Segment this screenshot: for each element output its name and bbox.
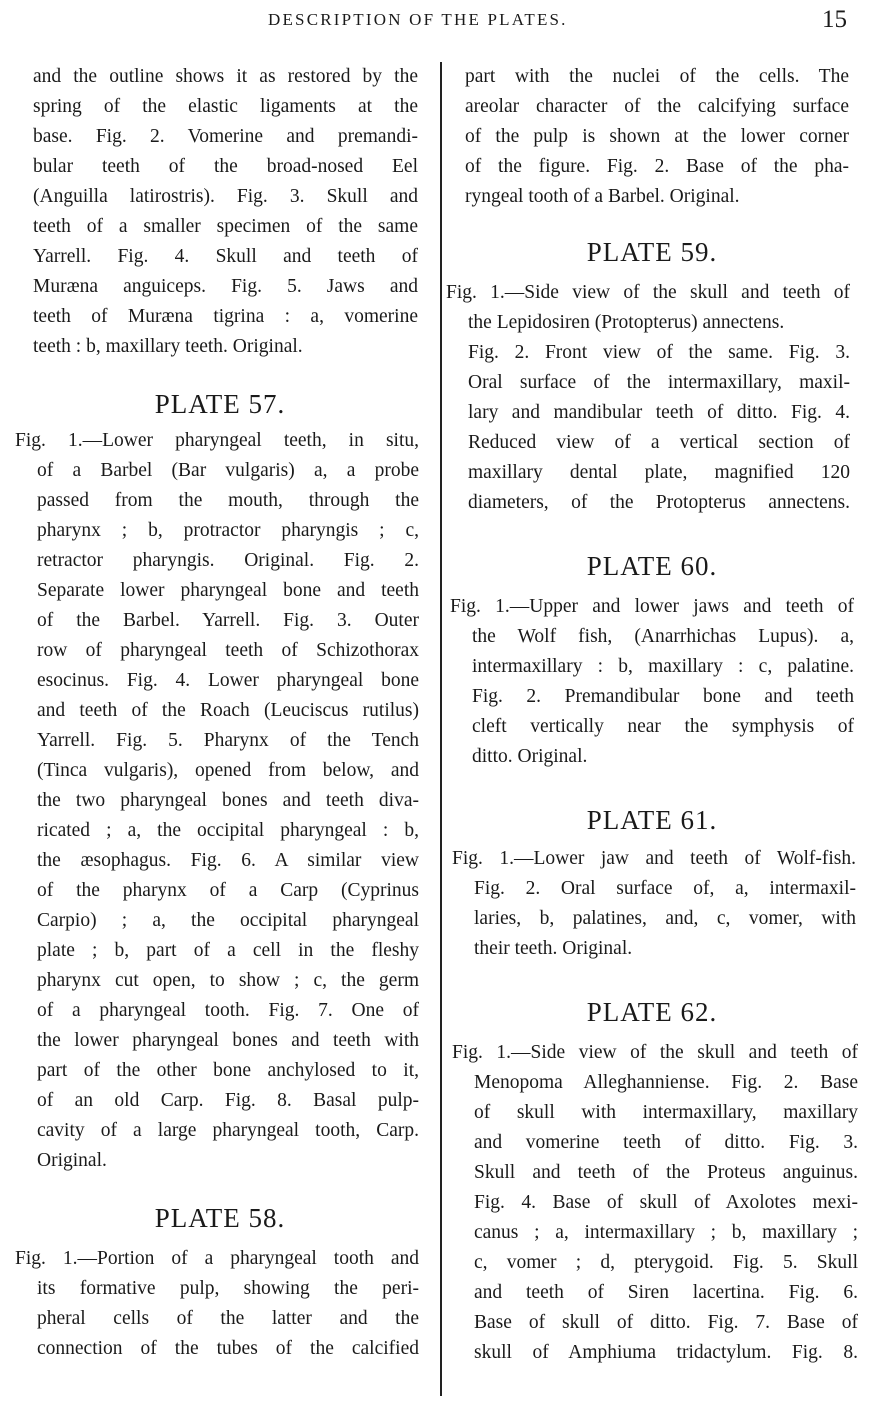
text-line: base. Fig. 2. Vomerine and premandi- bbox=[33, 126, 418, 147]
text-line: part of the other bone anchylosed to it, bbox=[37, 1060, 419, 1081]
text-line: areolar character of the calcifying surface bbox=[465, 96, 849, 117]
text-line: Yarrell. Fig. 4. Skull and teeth of bbox=[33, 246, 418, 267]
text-line: the two pharyngeal bones and teeth diva- bbox=[37, 790, 419, 811]
text-line: and the outline shows it as restored by the bbox=[33, 66, 418, 87]
text-line: Oral surface of the intermaxillary, maxil- bbox=[468, 372, 850, 393]
text-line: teeth of Muræna tigrina : a, vomerine bbox=[33, 306, 418, 327]
text-line: laries, b, palatines, and, c, vomer, with bbox=[474, 908, 856, 929]
text-line: c, vomer ; d, pterygoid. Fig. 5. Skull bbox=[474, 1252, 858, 1273]
text-line: and teeth of Siren lacertina. Fig. 6. bbox=[474, 1282, 858, 1303]
text-line: intermaxillary : b, maxillary : c, palatine. bbox=[472, 656, 854, 677]
running-head bbox=[0, 6, 876, 34]
plate-59-heading: PLATE 59. bbox=[586, 237, 718, 267]
text-line: of a pharyngeal tooth. Fig. 7. One of bbox=[37, 1000, 419, 1021]
text-line: skull of Amphiuma tridactylum. Fig. 8. bbox=[474, 1342, 858, 1363]
text-line: Carpio) ; a, the occipital pharyngeal bbox=[37, 910, 419, 931]
page-number: 15 bbox=[822, 6, 847, 33]
text-line: row of pharyngeal teeth of Schizothorax bbox=[37, 640, 419, 661]
text-line: the lower pharyngeal bones and teeth with bbox=[37, 1030, 419, 1051]
text-line: (Anguilla latirostris). Fig. 3. Skull and bbox=[33, 186, 418, 207]
plate-57-heading: PLATE 57. bbox=[154, 389, 286, 419]
text-line: diameters, of the Protopterus annectens. bbox=[468, 492, 850, 513]
text-line: esocinus. Fig. 4. Lower pharyngeal bone bbox=[37, 670, 419, 691]
text-line: of a Barbel (Bar vulgaris) a, a probe bbox=[37, 460, 419, 481]
text-line: of an old Carp. Fig. 8. Basal pulp- bbox=[37, 1090, 419, 1111]
text-line: Reduced view of a vertical section of bbox=[468, 432, 850, 453]
text-line: bular teeth of the broad-nosed Eel bbox=[33, 156, 418, 177]
text-line: Separate lower pharyngeal bone and teeth bbox=[37, 580, 419, 601]
text-line: Fig. 1.—Upper and lower jaws and teeth of bbox=[450, 596, 854, 617]
text-line: spring of the elastic ligaments at the bbox=[33, 96, 418, 117]
text-line: pharynx cut open, to show ; c, the germ bbox=[37, 970, 419, 991]
text-line: and vomerine teeth of ditto. Fig. 3. bbox=[474, 1132, 858, 1153]
text-line: Muræna anguiceps. Fig. 5. Jaws and bbox=[33, 276, 418, 297]
text-line: canus ; a, intermaxillary ; b, maxillary ; bbox=[474, 1222, 858, 1243]
text-line: pharynx ; b, protractor pharyngis ; c, bbox=[37, 520, 419, 541]
text-line: the Lepidosiren (Protopterus) annectens. bbox=[468, 312, 785, 333]
text-line: of the pharynx of a Carp (Cyprinus bbox=[37, 880, 419, 901]
text-line: passed from the mouth, through the bbox=[37, 490, 419, 511]
text-line: the Wolf fish, (Anarrhichas Lupus). a, bbox=[472, 626, 854, 647]
text-line: maxillary dental plate, magnified 120 bbox=[468, 462, 850, 483]
text-line: teeth of a smaller specimen of the same bbox=[33, 216, 418, 237]
text-line: cavity of a large pharyngeal tooth, Carp. bbox=[37, 1120, 419, 1141]
text-line: pheral cells of the latter and the bbox=[37, 1308, 419, 1329]
text-line: retractor pharyngis. Original. Fig. 2. bbox=[37, 550, 419, 571]
text-line: of the figure. Fig. 2. Base of the pha- bbox=[465, 156, 849, 177]
text-line: Fig. 2. Front view of the same. Fig. 3. bbox=[468, 342, 850, 363]
text-line: of the Barbel. Yarrell. Fig. 3. Outer bbox=[37, 610, 419, 631]
text-line: and teeth of the Roach (Leuciscus rutilus) bbox=[37, 700, 419, 721]
text-line: Original. bbox=[37, 1150, 107, 1171]
text-line: connection of the tubes of the calcified bbox=[37, 1338, 419, 1359]
text-line: their teeth. Original. bbox=[474, 938, 633, 959]
text-line: Base of skull of ditto. Fig. 7. Base of bbox=[474, 1312, 858, 1333]
text-line: ditto. Original. bbox=[472, 746, 588, 767]
text-line: Fig. 1.—Lower jaw and teeth of Wolf-fish. bbox=[452, 848, 856, 869]
text-line: the æsophagus. Fig. 6. A similar view bbox=[37, 850, 419, 871]
text-line: Fig. 2. Oral surface of, a, intermaxil- bbox=[474, 878, 856, 899]
plate-58-heading: PLATE 58. bbox=[154, 1203, 286, 1233]
text-line: Fig. 1.—Side view of the skull and teeth of bbox=[446, 282, 850, 303]
column-divider bbox=[440, 62, 442, 1396]
text-line: Fig. 2. Premandibular bone and teeth bbox=[472, 686, 854, 707]
text-line: Menopoma Alleghanniense. Fig. 2. Base bbox=[474, 1072, 858, 1093]
text-line: lary and mandibular teeth of ditto. Fig. 4. bbox=[468, 402, 850, 423]
text-line: teeth : b, maxillary teeth. Original. bbox=[33, 336, 303, 357]
text-line: its formative pulp, showing the peri- bbox=[37, 1278, 419, 1299]
text-line: Fig. 4. Base of skull of Axolotes mexi- bbox=[474, 1192, 858, 1213]
text-line: cleft vertically near the symphysis of bbox=[472, 716, 854, 737]
plate-61-heading: PLATE 61. bbox=[586, 805, 718, 835]
text-line: (Tinca vulgaris), opened from below, and bbox=[37, 760, 419, 781]
page-title: DESCRIPTION OF THE PLATES. bbox=[268, 10, 568, 29]
text-line: Fig. 1.—Side view of the skull and teeth of bbox=[452, 1042, 858, 1063]
text-line: ricated ; a, the occipital pharyngeal : b, bbox=[37, 820, 419, 841]
plate-62-heading: PLATE 62. bbox=[586, 997, 718, 1027]
plate-60-heading: PLATE 60. bbox=[586, 551, 718, 581]
text-line: plate ; b, part of a cell in the fleshy bbox=[37, 940, 419, 961]
text-line: Yarrell. Fig. 5. Pharynx of the Tench bbox=[37, 730, 419, 751]
text-line: ryngeal tooth of a Barbel. Original. bbox=[465, 186, 740, 207]
text-line: Skull and teeth of the Proteus anguinus. bbox=[474, 1162, 858, 1183]
text-line: Fig. 1.—Lower pharyngeal teeth, in situ, bbox=[15, 430, 419, 451]
text-line: Fig. 1.—Portion of a pharyngeal tooth and bbox=[15, 1248, 419, 1269]
text-line: part with the nuclei of the cells. The bbox=[465, 66, 849, 87]
text-line: of skull with intermaxillary, maxillary bbox=[474, 1102, 858, 1123]
text-line: of the pulp is shown at the lower corner bbox=[465, 126, 849, 147]
